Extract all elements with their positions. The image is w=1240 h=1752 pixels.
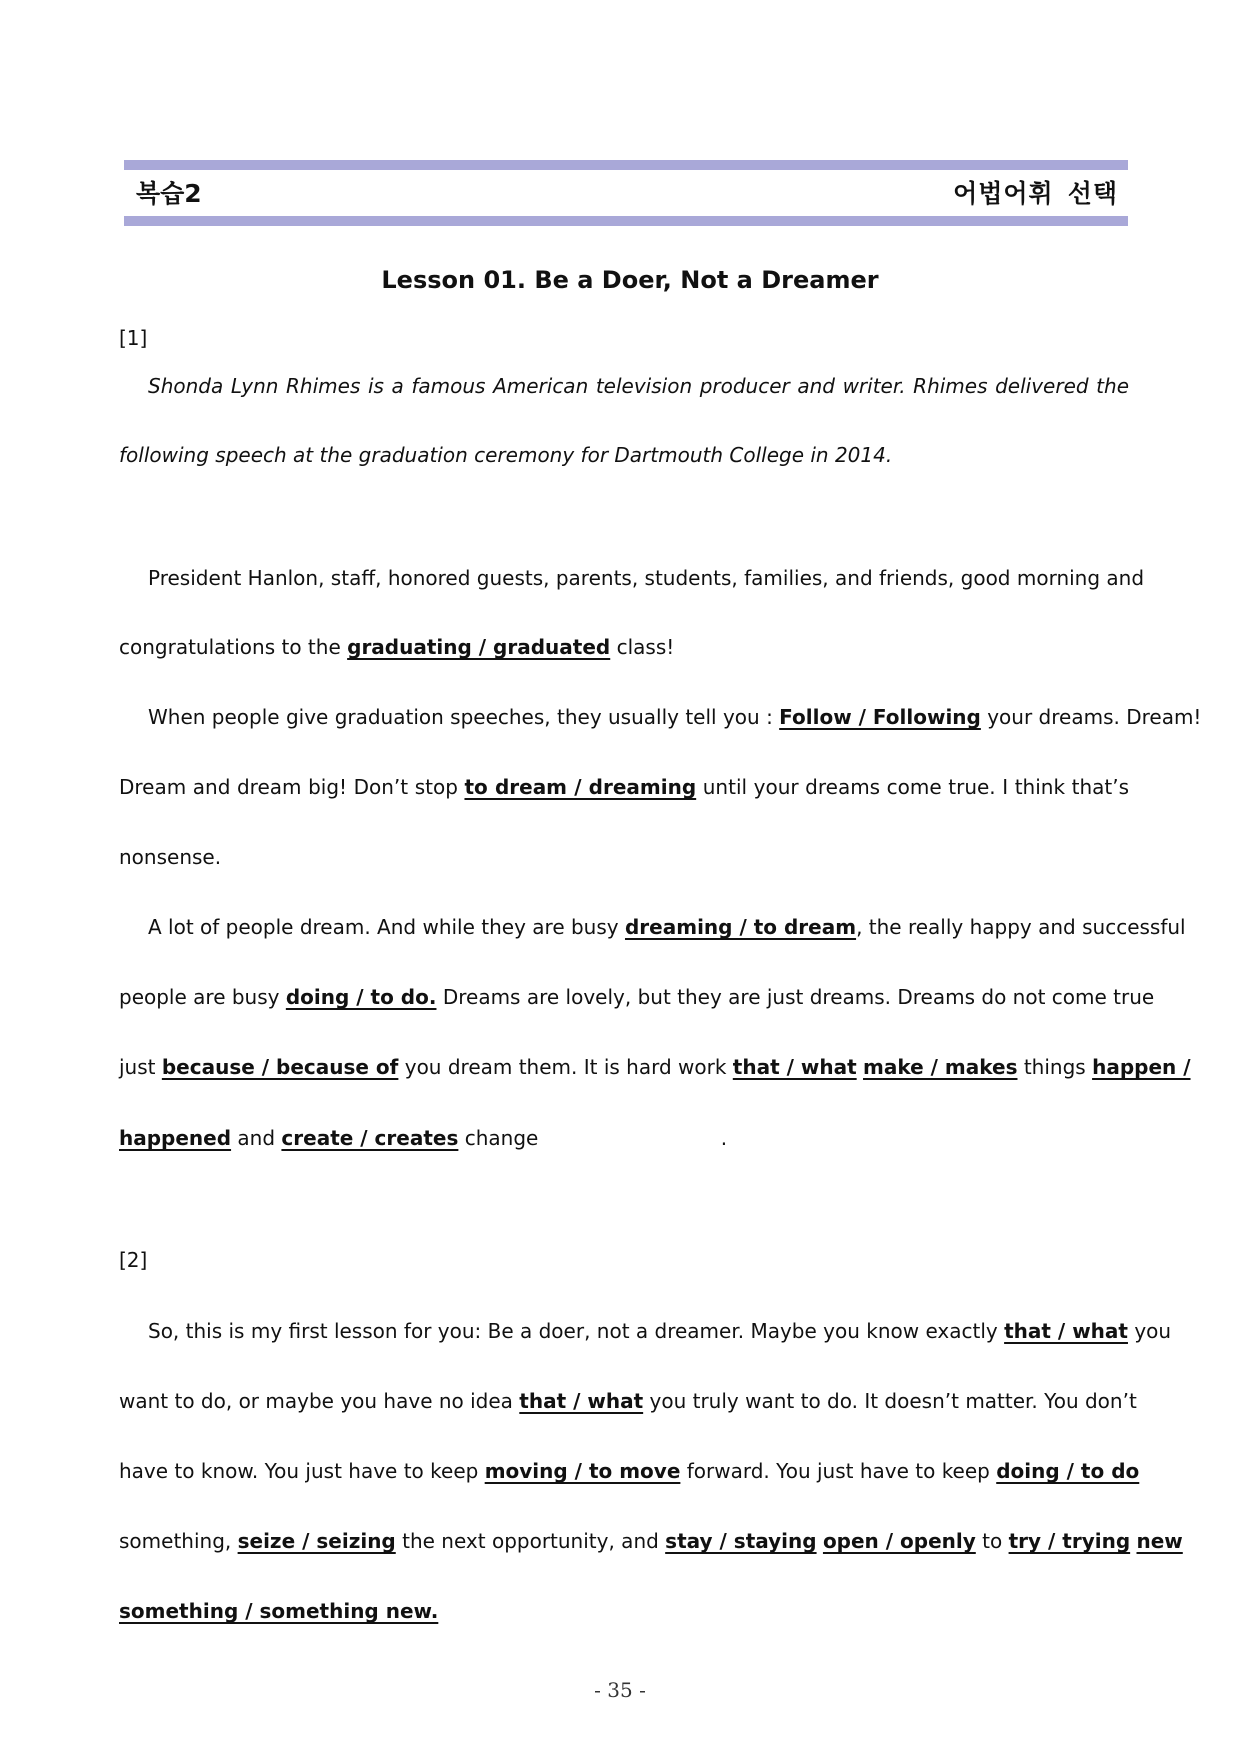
p4-line-3 <box>119 1457 1140 1485</box>
text: . <box>720 1126 728 1150</box>
text: A lot of people dream. And while they are busy <box>148 915 619 939</box>
p2-line-1 <box>119 703 1202 731</box>
intro-line-2: following speech at the graduation ceremony for Dartmouth College in 2014. <box>119 443 893 467</box>
p3-line-1 <box>119 913 1186 941</box>
grammar-choice: to dream / dreaming <box>464 775 697 799</box>
grammar-choice: stay / staying <box>665 1529 817 1553</box>
grammar-choice: because / because of <box>161 1055 399 1079</box>
text: things <box>1023 1055 1086 1079</box>
grammar-choice: graduating / graduated <box>347 635 611 659</box>
text: Dreams are lovely, but they are just dreams. Dreams do not come true <box>442 985 1155 1009</box>
grammar-choice: doing / to do <box>996 1459 1140 1483</box>
text: until your dreams come true. I think that’s <box>702 775 1129 799</box>
section-type-word-1: 어법어휘 <box>953 179 1054 208</box>
text: to <box>982 1529 1003 1553</box>
p2-line-3: nonsense. <box>119 845 222 869</box>
section-marker-2: [2] <box>119 1248 148 1272</box>
text: just <box>119 1055 156 1079</box>
grammar-choice: create / creates <box>281 1126 459 1150</box>
p3-line-4 <box>119 1124 1129 1152</box>
grammar-choice: that / what <box>732 1055 857 1079</box>
text: When people give graduation speeches, they usually tell you : <box>148 705 773 729</box>
grammar-choice: seize / seizing <box>237 1529 396 1553</box>
grammar-choice: happen / <box>1092 1055 1191 1079</box>
text: your dreams. Dream! <box>987 705 1202 729</box>
p2-line-2 <box>119 773 1129 801</box>
section-marker-1: [1] <box>119 326 148 350</box>
text: you dream them. It is hard work <box>404 1055 727 1079</box>
text: you truly want to do. It doesn’t matter. You don’t <box>649 1389 1137 1413</box>
p1-line-2 <box>119 633 1129 661</box>
text: Dream and dream big! Don’t stop <box>119 775 458 799</box>
text: and <box>237 1126 276 1150</box>
p3-line-2 <box>119 983 1155 1011</box>
page-number: - 35 - <box>594 1678 646 1702</box>
p4-line-1 <box>119 1317 1172 1345</box>
text: something, <box>119 1529 232 1553</box>
grammar-choice: happened <box>119 1126 232 1150</box>
text: change <box>464 1126 539 1150</box>
text: want to do, or maybe you have no idea <box>119 1389 513 1413</box>
p3-line-3 <box>119 1053 1191 1081</box>
text: forward. You just have to keep <box>686 1459 990 1483</box>
text: have to know. You just have to keep <box>119 1459 479 1483</box>
p4-line-5 <box>119 1597 1129 1625</box>
grammar-choice: Follow / Following <box>779 705 981 729</box>
header-band-bottom <box>124 216 1128 226</box>
section-type-word-2: 선택 <box>1067 179 1118 208</box>
p4-line-2 <box>119 1387 1137 1415</box>
intro-line-1: Shonda Lynn Rhimes is a famous American television producer and writer. Rhimes delivered the <box>148 374 1129 398</box>
text: the next opportunity, and <box>402 1529 659 1553</box>
p1-line-1: President Hanlon, staff, honored guests, parents, students, families, and friends, good morning and <box>148 566 1145 590</box>
grammar-choice: try / trying <box>1008 1529 1131 1553</box>
grammar-choice: open / openly <box>822 1529 976 1553</box>
text: class! <box>616 635 675 659</box>
text: congratulations to the <box>119 635 341 659</box>
p4-line-4 <box>119 1527 1183 1555</box>
grammar-choice: new <box>1136 1529 1183 1553</box>
text: , the really happy and successful <box>856 915 1186 939</box>
grammar-choice: moving / to move <box>484 1459 681 1483</box>
text: So, this is my first lesson for you: Be a doer, not a dreamer. Maybe you know exactly <box>148 1319 998 1343</box>
grammar-choice: that / what <box>1004 1319 1128 1343</box>
header-band-top <box>124 160 1128 170</box>
grammar-choice: that / what <box>519 1389 644 1413</box>
section-type <box>953 174 1118 210</box>
section-label: 복습2 <box>136 179 202 208</box>
grammar-choice: make / makes <box>863 1055 1018 1079</box>
lesson-title: Lesson 01. Be a Doer, Not a Dreamer <box>381 266 879 294</box>
grammar-choice: doing / to do. <box>285 985 437 1009</box>
grammar-choice: something / something new. <box>119 1599 439 1623</box>
text: people are busy <box>119 985 280 1009</box>
grammar-choice: dreaming / to dream <box>624 915 857 939</box>
text: you <box>1134 1319 1172 1343</box>
